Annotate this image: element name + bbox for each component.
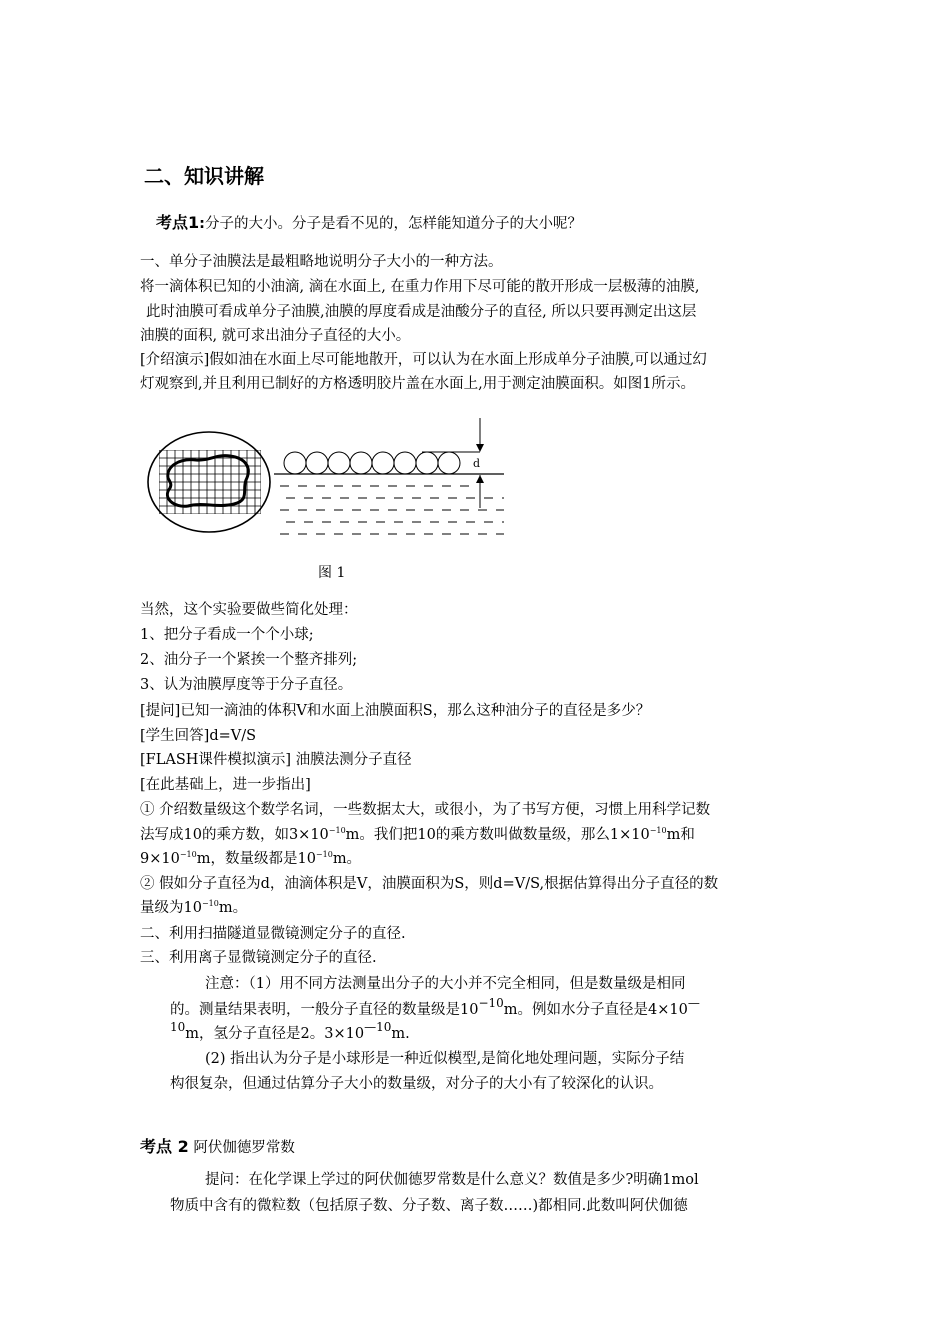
- text-run: 法写成10的乘方数，如3×10: [140, 827, 329, 843]
- note-line: [170, 1020, 410, 1044]
- text-run: m。: [332, 851, 362, 867]
- section-title: 二、知识讲解: [144, 164, 264, 188]
- superscript: —: [687, 996, 700, 1010]
- kp1-label: 考点1: [156, 213, 200, 232]
- superscript: −10: [649, 826, 667, 835]
- text-run: m和: [666, 827, 695, 843]
- para-line: 当然，这个实验要做些简化处理：: [140, 602, 358, 618]
- superscript: −10: [478, 996, 504, 1010]
- superscript: −10: [315, 850, 333, 859]
- para-line: [在此基础上，进一步指出]: [140, 777, 311, 793]
- para-line: 油膜的面积, 就可求出油分子直径的大小。: [140, 328, 411, 344]
- superscript: −10: [179, 850, 197, 859]
- text-run: m。例如水分子直径是4×10: [503, 1002, 688, 1018]
- para-line: 此时油膜可看成单分子油膜,油膜的厚度看成是油酸分子的直径, 所以只要再测定出这层: [146, 304, 697, 320]
- para-line: 三、利用离子显微镜测定分子的直径.: [140, 950, 377, 966]
- superscript: −10: [328, 826, 346, 835]
- superscript: −10: [201, 899, 219, 908]
- arrow-up-head: [476, 475, 484, 483]
- para-line: ① 介绍数量级这个数学名词，一些数据太大，或很小，为了书写方便，习惯上用科学记数: [140, 802, 711, 818]
- para-line: [学生回答]d=V/S: [140, 728, 257, 744]
- water-dashes: [280, 486, 504, 534]
- text-run: 量级为10: [140, 900, 202, 916]
- kp2-heading: [140, 1137, 295, 1158]
- oil-film-outline: [167, 456, 248, 507]
- text-run: m。我们把10的乘方数叫做数量级，那么1×10: [345, 827, 650, 843]
- kp2-label: 考点 2: [140, 1137, 189, 1156]
- list-item: 2、油分子一个紧挨一个整齐排列;: [140, 652, 358, 668]
- text-run: m.: [391, 1026, 410, 1042]
- para-line: [FLASH课件模拟演示] 油膜法测分子直径: [140, 752, 412, 768]
- note-line: 注意：（1）用不同方法测量出分子的大小并不完全相同，但是数量级是相同: [205, 976, 686, 992]
- oil-film-figure: [140, 408, 520, 548]
- kp2-title: 阿伏伽德罗常数: [193, 1140, 295, 1156]
- kp1-text: 分子的大小。分子是看不见的，怎样能知道分子的大小呢？: [204, 216, 582, 232]
- para-line: 物质中含有的微粒数（包括原子数、分子数、离子数……)都相同.此数叫阿伏伽德: [170, 1198, 688, 1214]
- text-run: 的。测量结果表明，一般分子直径的数量级是10: [170, 1002, 479, 1018]
- note-line: 构很复杂，但通过估算分子大小的数量级，对分子的大小有了较深化的认识。: [170, 1076, 663, 1092]
- arrow-down-head: [476, 444, 484, 452]
- note-line: (2) 指出认为分子是小球形是一种近似模型,是简化地处理问题，实际分子结: [205, 1051, 685, 1067]
- kp1-colon: :: [199, 216, 205, 232]
- para-line: 二、利用扫描隧道显微镜测定分子的直径.: [140, 926, 406, 942]
- para-line: [140, 898, 247, 918]
- figure-caption: 图 1: [318, 565, 346, 581]
- para-line: [介绍演示]假如油在水面上尽可能地散开，可以认为在水面上形成单分子油膜,可以通过幻: [140, 352, 707, 368]
- list-item: 3、认为油膜厚度等于分子直径。: [140, 677, 353, 693]
- kp1-line: [156, 213, 582, 234]
- para-line: 提问：在化学课上学过的阿伏伽德罗常数是什么意义？数值是多少?明确1mol: [205, 1172, 699, 1188]
- d-label: d: [473, 457, 481, 470]
- text-run: m，氢分子直径是2。3×10: [185, 1026, 365, 1042]
- para-line: 灯观察到,并且利用已制好的方格透明胶片盖在水面上,用于测定油膜面积。如图1所示。: [140, 376, 695, 392]
- molecule-row: [284, 452, 460, 474]
- para-line: ② 假如分子直径为d，油滴体积是V，油膜面积为S，则d=V/S,根据估算得出分子直径的数: [140, 876, 719, 892]
- superscript: —10: [364, 1020, 392, 1034]
- para-line: [140, 825, 695, 845]
- text-run: m，数量级都是10: [196, 851, 316, 867]
- list-item: 1、把分子看成一个个小球;: [140, 627, 314, 643]
- text-run: m。: [218, 900, 248, 916]
- para-line: [提问]已知一滴油的体积V和水面上油膜面积S，那么这种油分子的直径是多少？: [140, 703, 651, 719]
- para-line: 一、单分子油膜法是最粗略地说明分子大小的一种方法。: [140, 254, 503, 270]
- para-line: [140, 849, 361, 869]
- text-run: 9×10: [140, 851, 180, 867]
- note-line: [170, 996, 700, 1020]
- superscript: 10: [170, 1020, 186, 1034]
- para-line: 将一滴体积已知的小油滴, 滴在水面上, 在重力作用下尽可能的散开形成一层极薄的油膜,: [140, 279, 700, 295]
